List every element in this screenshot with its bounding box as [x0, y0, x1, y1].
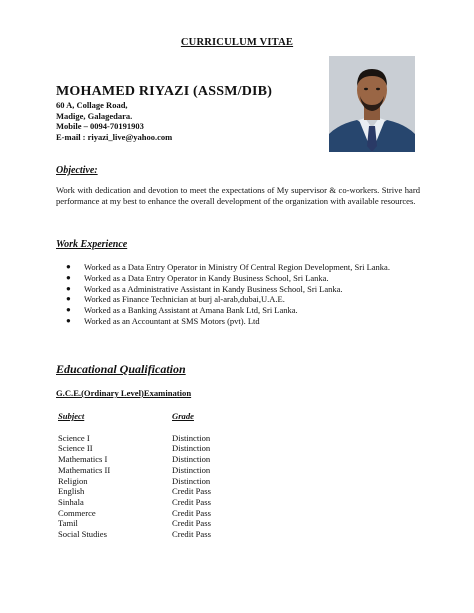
results-table	[58, 411, 278, 540]
grade-cell: Distinction	[172, 475, 211, 486]
work-experience-heading: Work Experience	[56, 239, 128, 250]
address-line-2: Madige, Galagedara.	[56, 110, 133, 121]
table-row	[58, 486, 278, 497]
mobile-number: Mobile – 0094-70191903	[56, 121, 144, 131]
list-item	[60, 305, 410, 315]
list-item	[60, 284, 410, 294]
bullet-icon: ●	[66, 305, 71, 315]
education-heading: Educational Qualification	[56, 362, 186, 376]
contact-block	[56, 100, 172, 142]
work-item-text: Worked as a Data Entry Operator in Ministry Of Central Region Development, Sri Lanka.	[84, 262, 390, 272]
objective-text: Work with dedication and devotion to meet the expectations of My supervisor & co-workers. Strive hard performance at my best to enhance the overall development of the organization with available resources.	[56, 185, 420, 206]
grade-cell: Credit Pass	[172, 496, 211, 507]
table-row	[58, 454, 278, 465]
objective-heading: Objective:	[56, 165, 98, 176]
list-item	[60, 273, 410, 283]
grade-cell: Credit Pass	[172, 529, 211, 540]
table-row	[58, 465, 278, 476]
subject-cell: English	[58, 486, 85, 497]
list-item	[60, 262, 410, 272]
subject-column-header: Subject	[58, 411, 85, 421]
work-experience-list	[60, 262, 410, 327]
profile-photo	[329, 56, 415, 152]
subject-cell: Tamil	[58, 518, 78, 529]
work-item-text: Worked as an Accountant at SMS Motors (pvt). Ltd	[84, 315, 260, 326]
grade-cell: Credit Pass	[172, 507, 211, 518]
address-line-1: 60 A, Collage Road,	[56, 100, 128, 110]
table-row	[58, 518, 278, 529]
bullet-icon: ●	[66, 294, 71, 304]
table-row	[58, 497, 278, 508]
table-row	[58, 508, 278, 519]
table-row	[58, 476, 278, 487]
grade-cell: Credit Pass	[172, 486, 211, 497]
exam-title: G.C.E.(Ordinary Level)Examination	[56, 388, 192, 398]
grade-cell: Distinction	[172, 454, 211, 465]
document-title: CURRICULUM VITAE	[180, 37, 294, 48]
list-item	[60, 294, 410, 304]
results-header-row	[58, 411, 278, 422]
subject-cell: Science I	[58, 432, 90, 443]
grade-cell: Distinction	[172, 432, 211, 443]
list-item	[60, 316, 410, 326]
subject-cell: Commerce	[58, 507, 96, 518]
work-item-text: Worked as Finance Technician at burj al-arab,dubai,U.A.E.	[84, 294, 285, 305]
grade-cell: Distinction	[172, 443, 211, 454]
bullet-icon: ●	[66, 272, 71, 282]
table-row	[58, 443, 278, 454]
bullet-icon: ●	[66, 262, 71, 271]
subject-cell: Mathematics I	[58, 454, 108, 465]
grade-cell: Distinction	[172, 464, 211, 475]
work-item-text: Worked as a Banking Assistant at Amana Bank Ltd, Sri Lanka.	[84, 305, 298, 316]
person-name: MOHAMED RIYAZI (ASSM/DIB)	[56, 84, 273, 99]
subject-cell: Mathematics II	[58, 464, 111, 475]
table-row	[58, 433, 278, 444]
subject-cell: Religion	[58, 475, 88, 486]
email-address: E-mail : riyazi_live@yahoo.com	[56, 131, 173, 142]
subject-cell: Social Studies	[58, 529, 107, 540]
grade-column-header: Grade	[172, 411, 194, 421]
table-row	[58, 529, 278, 540]
subject-cell: Sinhala	[58, 496, 84, 507]
subject-cell: Science II	[58, 443, 93, 454]
bullet-icon: ●	[66, 283, 71, 293]
work-item-text: Worked as a Administrative Assistant in Kandy Business School, Sri Lanka.	[84, 283, 343, 294]
work-item-text: Worked as a Data Entry Operator in Kandy Business School, Sri Lanka.	[84, 272, 329, 283]
bullet-icon: ●	[66, 315, 71, 325]
grade-cell: Credit Pass	[172, 518, 211, 529]
